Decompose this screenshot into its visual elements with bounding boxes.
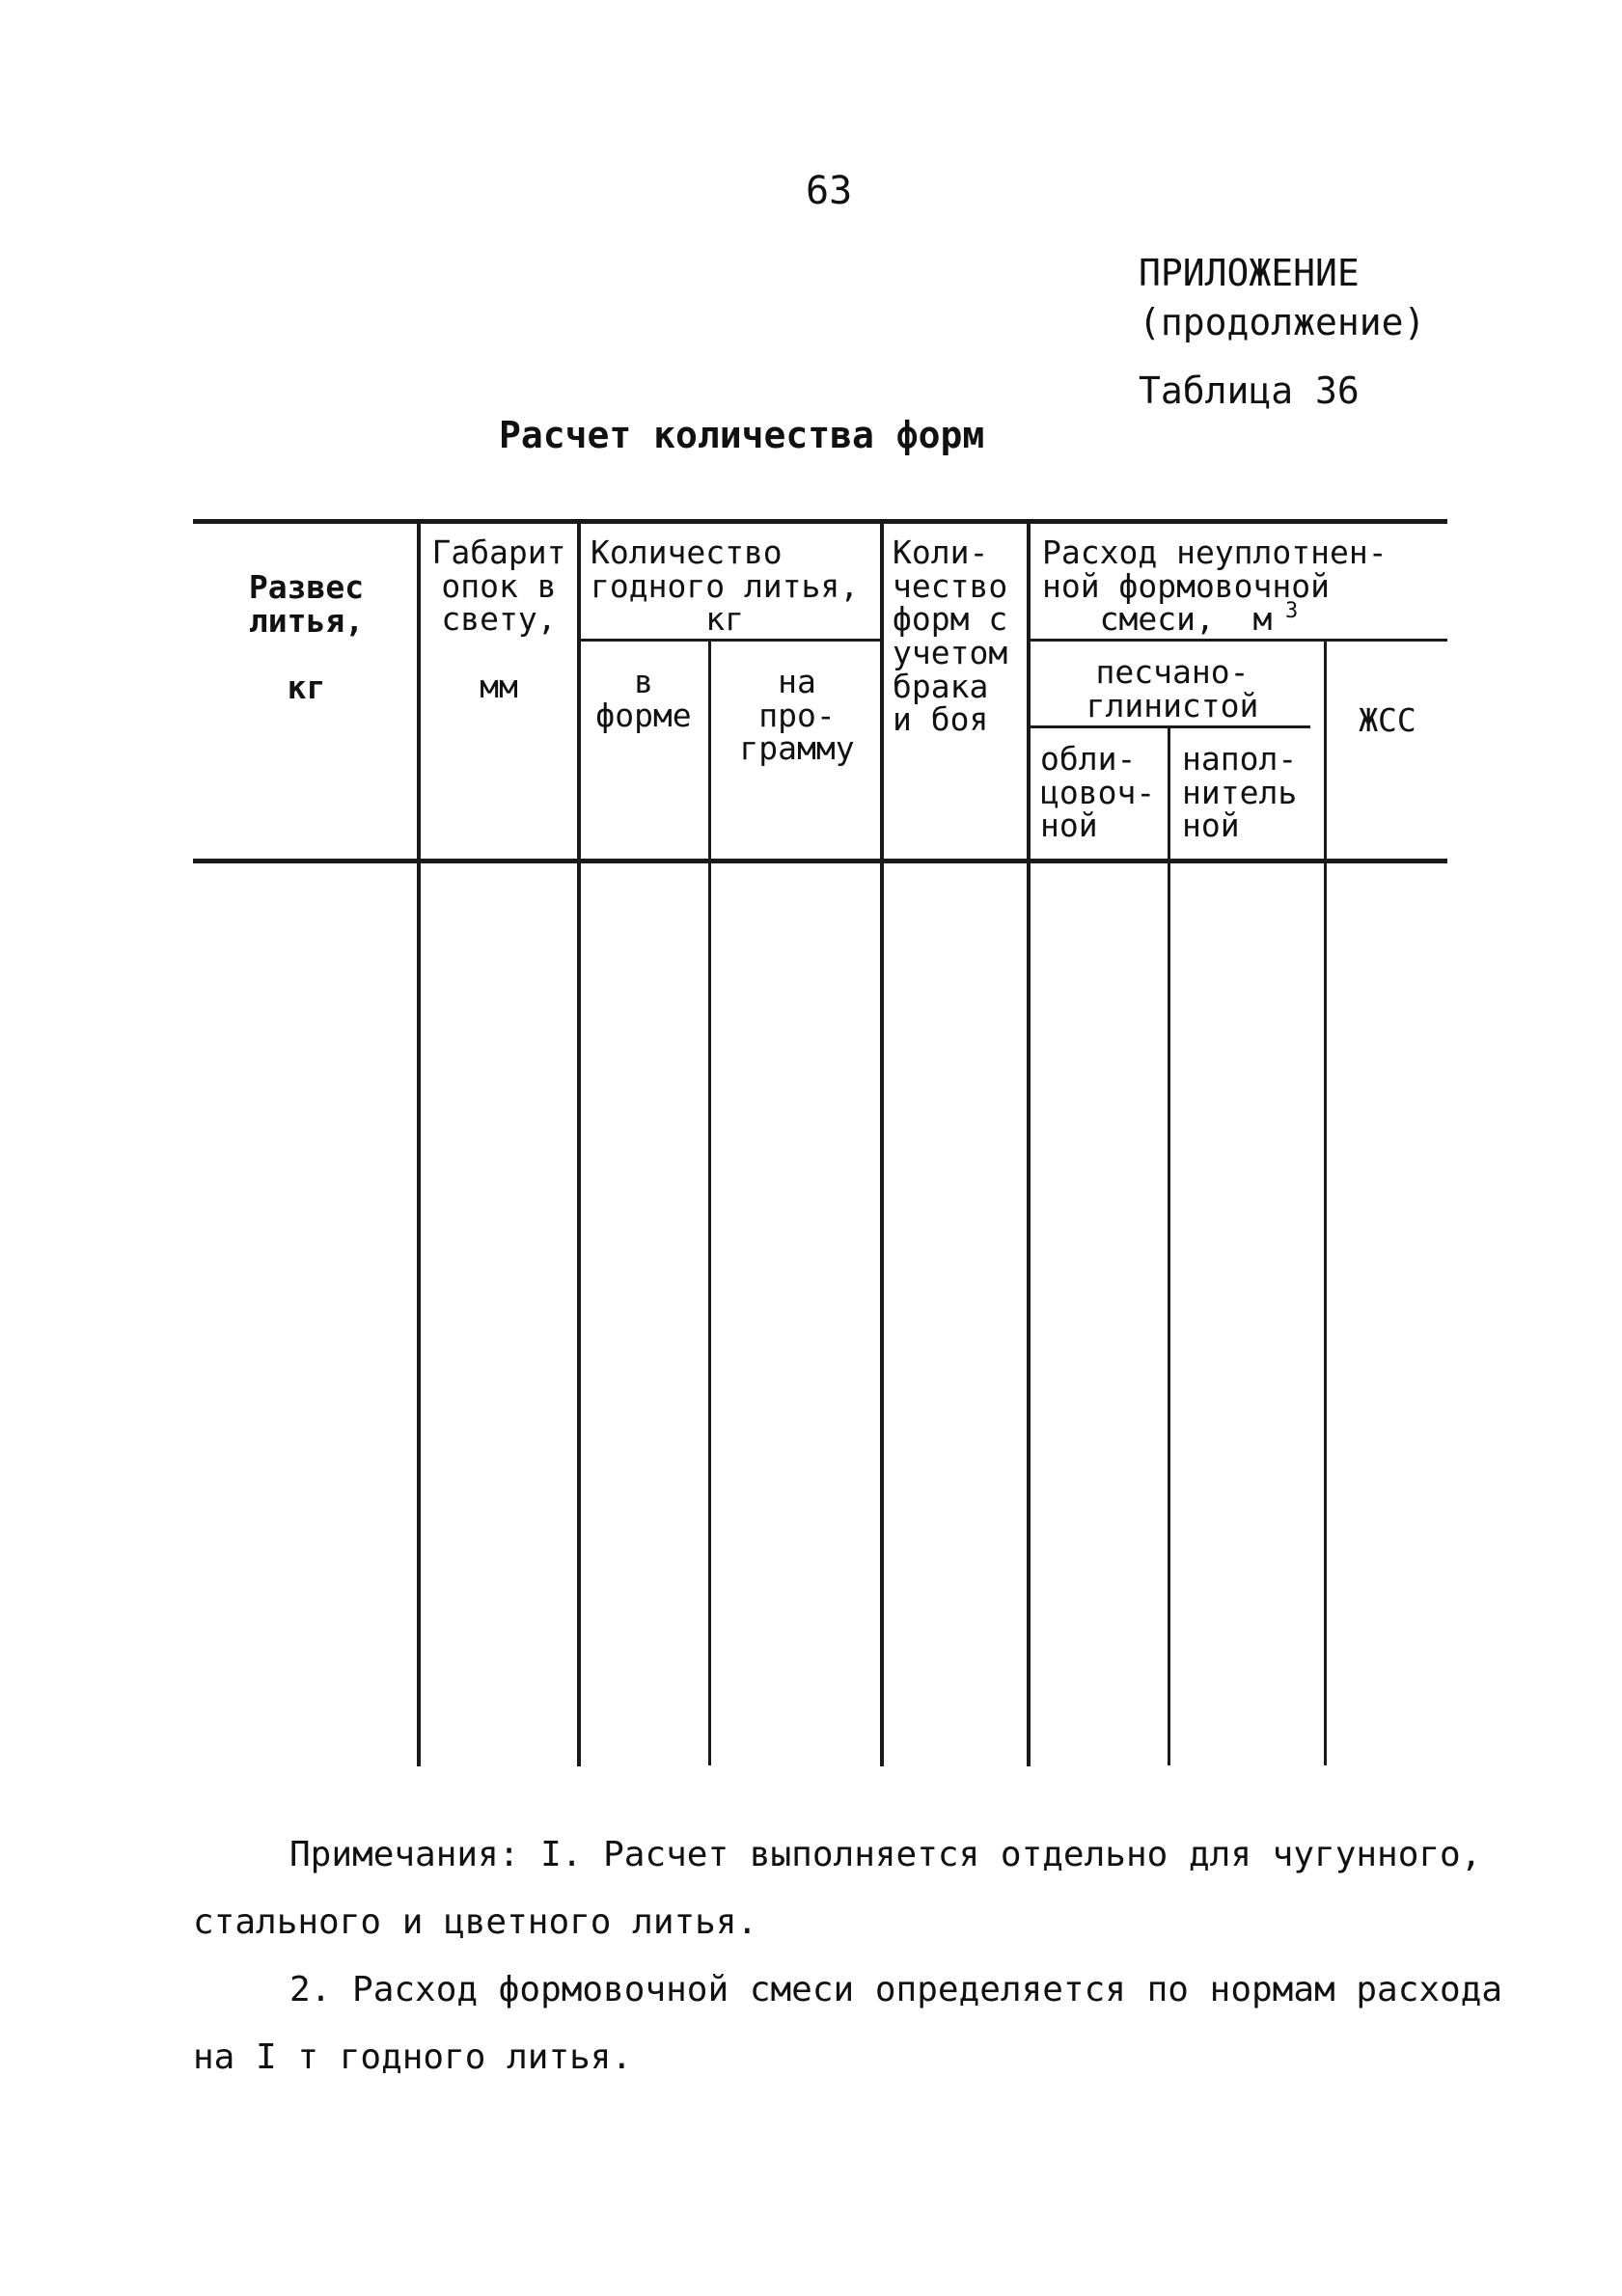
header-lss: ЖСС bbox=[1359, 701, 1416, 739]
note-line-2: стального и цветного литья. bbox=[193, 1902, 758, 1942]
note-line-1: Примечания: I. Расчет выполняется отдельно для чугунного, bbox=[289, 1835, 1482, 1874]
table-title: Расчет количества форм bbox=[499, 414, 985, 456]
col-divider-sand-clay bbox=[1324, 641, 1327, 1765]
appendix-title: ПРИЛОЖЕНИЕ bbox=[1139, 252, 1360, 294]
header-good-casting-qty: Количество годного литья, кг bbox=[591, 533, 860, 639]
header-per-program: на про- грамму bbox=[739, 663, 855, 768]
mix-subheader-line bbox=[1031, 639, 1447, 642]
header-facing: обли- цовоч- ной bbox=[1040, 740, 1156, 845]
note-line-3: 2. Расход формовочной смеси определяется по нормам расхода bbox=[289, 1970, 1503, 2009]
note-line-4: на I т годного литья. bbox=[193, 2037, 633, 2077]
header-flask-size: Габарит опок в свету, мм bbox=[431, 533, 566, 705]
header-sand-clay: песчано- глинистой bbox=[1086, 653, 1259, 724]
header-casting-weight: Развес литья, кг bbox=[248, 568, 365, 706]
page-number: 63 bbox=[806, 169, 853, 213]
header-mix-unit-exponent: 3 bbox=[1285, 599, 1299, 623]
col-divider-1 bbox=[417, 522, 421, 1766]
sand-clay-subheader-line bbox=[1031, 725, 1310, 728]
good-casting-subheader-line bbox=[579, 639, 880, 642]
col-divider-good-casting bbox=[708, 641, 711, 1765]
header-molds-qty: Коли- чество форм с учетом брака и боя bbox=[893, 533, 1008, 739]
header-in-mold: в форме bbox=[595, 663, 692, 734]
header-filler: напол- нитель ной bbox=[1182, 740, 1298, 845]
header-mix-consumption: Расход неуплотнен- ной формовочной смеси, м bbox=[1042, 533, 1388, 639]
table-number-label: Таблица 36 bbox=[1139, 369, 1360, 412]
table-header-bottom-border bbox=[193, 859, 1447, 863]
table-top-border bbox=[193, 519, 1447, 524]
col-divider-facing bbox=[1168, 727, 1170, 1765]
col-divider-3 bbox=[880, 522, 884, 1766]
appendix-continuation: (продолжение) bbox=[1139, 301, 1426, 343]
